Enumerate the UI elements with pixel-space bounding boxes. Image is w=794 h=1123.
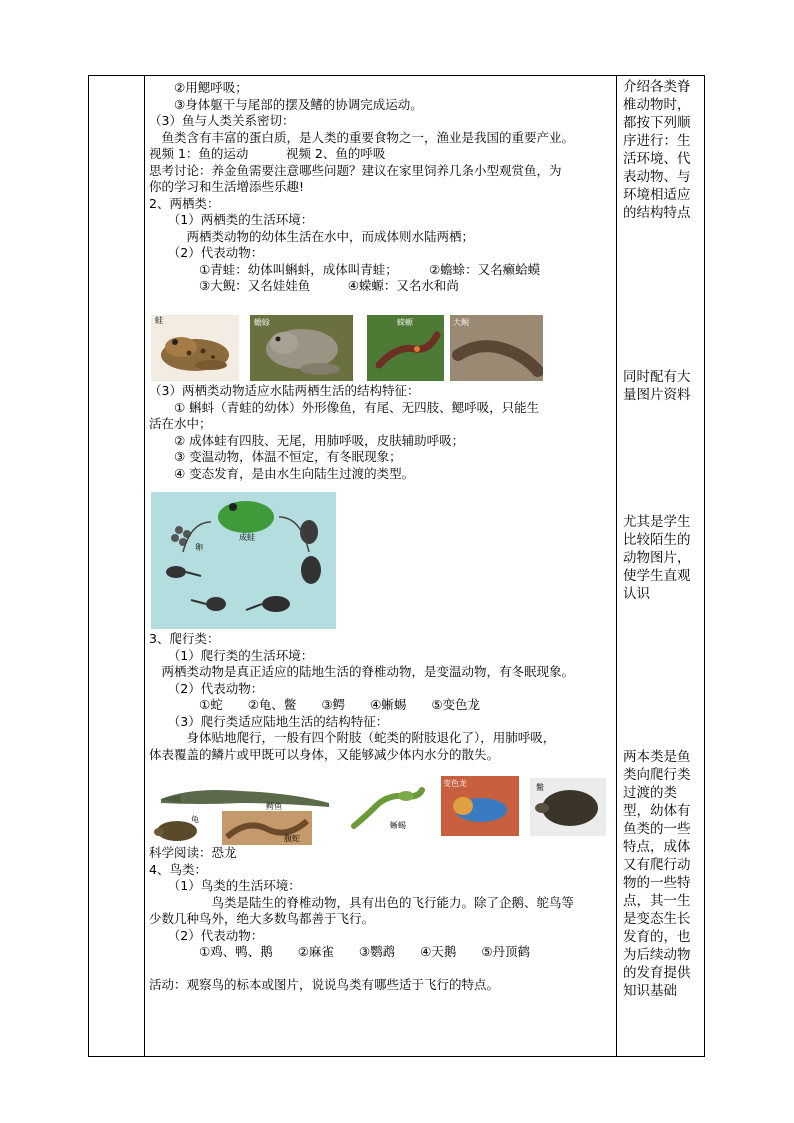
text-line: 活在水中； bbox=[149, 416, 212, 431]
frog-label: 蛙 bbox=[155, 316, 163, 325]
text-line: ③身体躯干与尾部的摆及鳍的协调完成运动。 bbox=[149, 96, 423, 112]
text-line: （1）爬行类的生活环境： bbox=[149, 647, 314, 663]
side-note-3: 尤其是学生比较陌生的动物图片，使学生直观认识 bbox=[623, 514, 691, 602]
snake-label: 腹蛇 bbox=[284, 834, 300, 843]
snake-photo bbox=[222, 811, 312, 845]
lizard-label: 蜥蜴 bbox=[390, 821, 406, 830]
text-line: （3）两栖类动物适应水陆两栖生活的结构特征： bbox=[149, 383, 420, 398]
text-line: （1）鸟类的生活环境： bbox=[149, 878, 301, 893]
frog-life-cycle-image bbox=[151, 492, 336, 629]
text-line: （2）代表动物： bbox=[149, 680, 264, 696]
lesson-table bbox=[88, 75, 705, 1057]
text-line: ① 蝌蚪（青蛙的幼体）外形像鱼，有尾、无四肢、鳃呼吸，只能生 bbox=[149, 399, 540, 415]
crocodile-photo bbox=[151, 781, 331, 813]
text-line: ①青蛙：幼体叫蝌蚪，成体叫青蛙； ②蟾蜍：又名癞蛤蟆 bbox=[149, 261, 541, 277]
main-content bbox=[149, 80, 614, 295]
softshell-label: 鳖 bbox=[536, 783, 544, 792]
text-line: ①蛇 ②龟、鳖 ③鳄 ④蜥蜴 ⑤变色龙 bbox=[149, 697, 481, 712]
text-line: 体表覆盖的鳞片或甲既可以身体，又能够减少体内水分的散失。 bbox=[149, 746, 500, 762]
newt-label: 蝾螈 bbox=[397, 318, 413, 327]
text-line: ①鸡、鸭、鹅 ②麻雀 ③鹦鹉 ④天鹅 ⑤丹顶鹤 bbox=[149, 944, 531, 959]
column-divider-1 bbox=[144, 76, 145, 1056]
side-note-1: 介绍各类脊椎动物时，都按下列顺序进行：生活环境、代表动物、与环境相适应的结构特点 bbox=[623, 79, 691, 221]
turtle-label: 龟 bbox=[191, 815, 199, 824]
text-line: （2）代表动物： bbox=[149, 927, 264, 943]
activity-text: 活动：观察鸟的标本或图片，说说鸟类有哪些适于飞行的特点。 bbox=[149, 977, 500, 992]
text-line: 科学阅读：恐龙 bbox=[149, 845, 237, 860]
frog-photo bbox=[151, 315, 239, 381]
softshell-turtle-photo bbox=[530, 778, 606, 836]
egg-label: 卵 bbox=[195, 543, 203, 552]
turtle-photo bbox=[151, 814, 201, 844]
text-line: 两栖类动物的幼体生活在水中，而成体则水陆两栖； bbox=[149, 228, 475, 244]
toad-label: 蟾蜍 bbox=[254, 318, 270, 327]
text-line: 鱼类含有丰富的蛋白质，是人类的重要食物之一，渔业是我国的重要产业。 bbox=[149, 129, 575, 145]
text-line: ③ 变温动物，体温不恒定，有冬眠现象； bbox=[149, 449, 402, 464]
text-line: （3）鱼与人类关系密切： bbox=[149, 113, 295, 128]
text-line: ②用鳃呼吸； bbox=[149, 80, 248, 95]
crocodile-label: 鳄鱼 bbox=[266, 802, 282, 811]
text-line: ② 成体蛙有四肢、无尾，用肺呼吸，皮肤辅助呼吸； bbox=[149, 432, 465, 448]
text-line: 思考讨论：养金鱼需要注意哪些问题？建议在家里饲养几条小型观赏鱼，为 bbox=[149, 162, 562, 178]
chameleon-photo bbox=[441, 776, 519, 836]
text-line: 视频 1：鱼的运动 视频 2、鱼的呼吸 bbox=[149, 146, 386, 161]
amphibian-structure bbox=[149, 383, 614, 482]
text-line: （2）代表动物： bbox=[149, 245, 264, 260]
text-line: ③大鲵：又名娃娃鱼 ④蝾螈：又名水和尚 bbox=[149, 278, 459, 293]
spacer bbox=[149, 961, 614, 978]
text-line: ④ 变态发育，是由水生向陆生过渡的类型。 bbox=[149, 465, 415, 481]
section-heading: 3、爬行类： bbox=[149, 631, 220, 646]
text-line: 你的学习和生活增添些乐趣! bbox=[149, 179, 305, 194]
newt-photo bbox=[367, 315, 444, 381]
column-divider-2 bbox=[616, 76, 617, 1056]
bird-section bbox=[149, 845, 614, 994]
toad-photo bbox=[250, 315, 353, 381]
text-line: （1）两栖类的生活环境： bbox=[149, 212, 314, 227]
adult-frog-label: 成蛙 bbox=[239, 533, 255, 542]
text-line: 少数几种鸟外，绝大多数鸟都善于飞行。 bbox=[149, 911, 375, 926]
salamander-photo bbox=[450, 315, 543, 381]
text-line: （3）爬行类适应陆地生活的结构特征： bbox=[149, 713, 389, 729]
section-heading: 2、两栖类： bbox=[149, 195, 220, 211]
text-line: 两栖类动物是真正适应的陆地生活的脊椎动物，是变温动物，有冬眠现象。 bbox=[149, 664, 575, 679]
reptile-section bbox=[149, 631, 614, 763]
text-line: 身体贴地爬行，一般有四个附肢（蛇类的附肢退化了），用肺呼吸， bbox=[149, 730, 556, 745]
salamander-label: 大鲵 bbox=[453, 318, 469, 327]
chameleon-label: 变色龙 bbox=[443, 779, 467, 788]
lizard-photo bbox=[346, 776, 426, 836]
side-note-4: 两本类是鱼类向爬行类过渡的类型，幼体有鱼类的一些特点，成体又有爬行动物的一些特点，其一生是变态生长发育的，也为后续动物的发育提供知识基础 bbox=[623, 749, 691, 999]
text-line: 鸟类是陆生的脊椎动物，具有出色的飞行能力。除了企鹅、鸵鸟等 bbox=[149, 894, 575, 910]
side-note-2: 同时配有大量图片资料 bbox=[623, 369, 691, 403]
section-heading: 4、鸟类： bbox=[149, 861, 207, 877]
